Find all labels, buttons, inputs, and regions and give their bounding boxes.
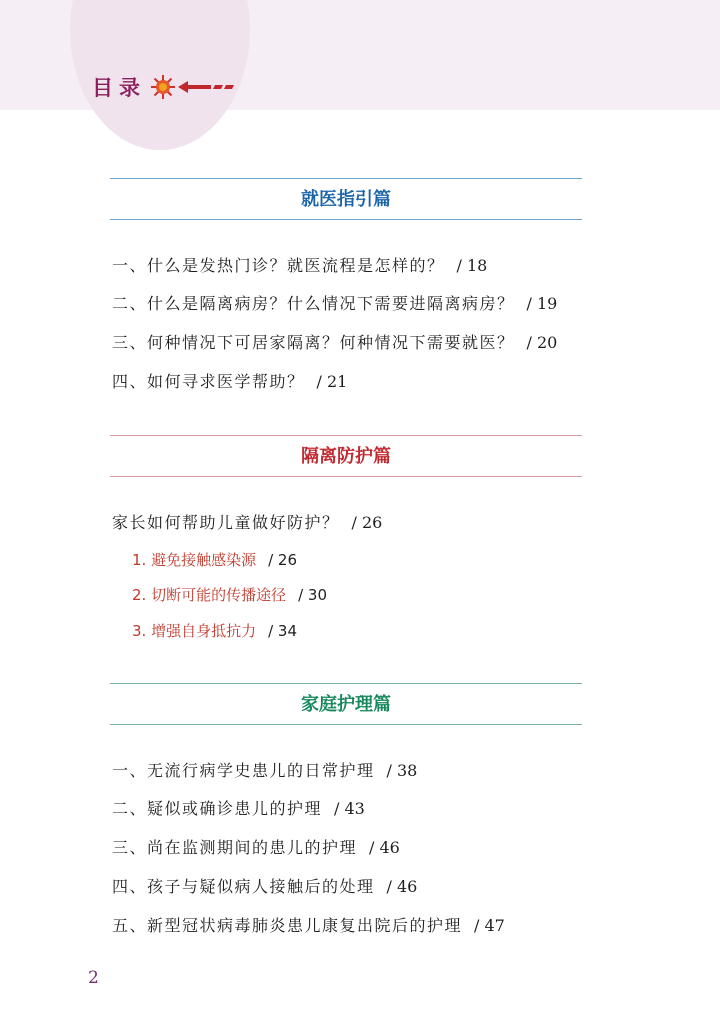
section-title: 家庭护理篇 — [301, 694, 391, 715]
entry-page: / 43 — [334, 799, 365, 818]
entry-page: / 18 — [456, 256, 488, 275]
section-header-home-care — [110, 683, 582, 725]
entry-page: / 19 — [526, 294, 558, 313]
toc-header — [92, 70, 236, 104]
subentry-page: / 34 — [268, 622, 298, 640]
entry-page: / 38 — [386, 761, 418, 780]
section-header-isolation — [110, 435, 582, 477]
entry-text: 四、孩子与疑似病人接触后的处理 — [112, 877, 375, 896]
toc-entry[interactable] — [112, 874, 417, 897]
subentry-text: 1. 避免接触感染源 — [132, 551, 257, 569]
entry-page: / 20 — [526, 333, 558, 352]
toc-entry[interactable] — [112, 330, 557, 353]
toc-entry[interactable] — [112, 796, 365, 819]
entry-text: 家长如何帮助儿童做好防护？ — [112, 513, 340, 532]
section-title: 就医指引篇 — [301, 189, 391, 210]
entry-text: 三、尚在监测期间的患儿的护理 — [112, 838, 358, 857]
entry-text: 三、何种情况下可居家隔离？何种情况下需要就医？ — [112, 333, 515, 352]
section-header-medical-guide — [110, 178, 582, 220]
subentry-page: / 30 — [298, 586, 328, 604]
entry-text: 四、如何寻求医学帮助？ — [112, 372, 305, 391]
subentry-text: 2. 切断可能的传播途径 — [132, 586, 287, 604]
entry-text: 二、疑似或确诊患儿的护理 — [112, 799, 323, 818]
toc-entry[interactable] — [112, 913, 505, 936]
toc-entry[interactable] — [112, 510, 382, 533]
toc-subentry[interactable] — [132, 549, 297, 570]
entry-text: 二、什么是隔离病房？什么情况下需要进隔离病房？ — [112, 294, 515, 313]
page-title: 目录 — [92, 76, 146, 100]
toc-entry[interactable] — [112, 758, 417, 781]
toc-subentry[interactable] — [132, 584, 327, 605]
entry-page: / 46 — [369, 838, 400, 857]
toc-entry[interactable] — [112, 253, 487, 276]
entry-page: / 21 — [316, 372, 348, 391]
toc-subentry[interactable] — [132, 620, 297, 641]
entry-text: 一、无流行病学史患儿的日常护理 — [112, 761, 375, 780]
entry-page: / 47 — [474, 916, 505, 935]
sun-icon — [150, 74, 176, 100]
entry-page: / 26 — [351, 513, 383, 532]
subentry-text: 3. 增强自身抵抗力 — [132, 622, 257, 640]
entry-text: 五、新型冠状病毒肺炎患儿康复出院后的护理 — [112, 916, 463, 935]
section-title: 隔离防护篇 — [301, 446, 391, 467]
subentry-page: / 26 — [268, 551, 298, 569]
toc-entry[interactable] — [112, 291, 557, 314]
entry-page: / 46 — [386, 877, 418, 896]
page-number: 2 — [88, 968, 99, 988]
toc-entry[interactable] — [112, 835, 400, 858]
toc-entry[interactable] — [112, 369, 347, 392]
arrow-left-icon — [178, 80, 236, 94]
entry-text: 一、什么是发热门诊？就医流程是怎样的？ — [112, 256, 445, 275]
